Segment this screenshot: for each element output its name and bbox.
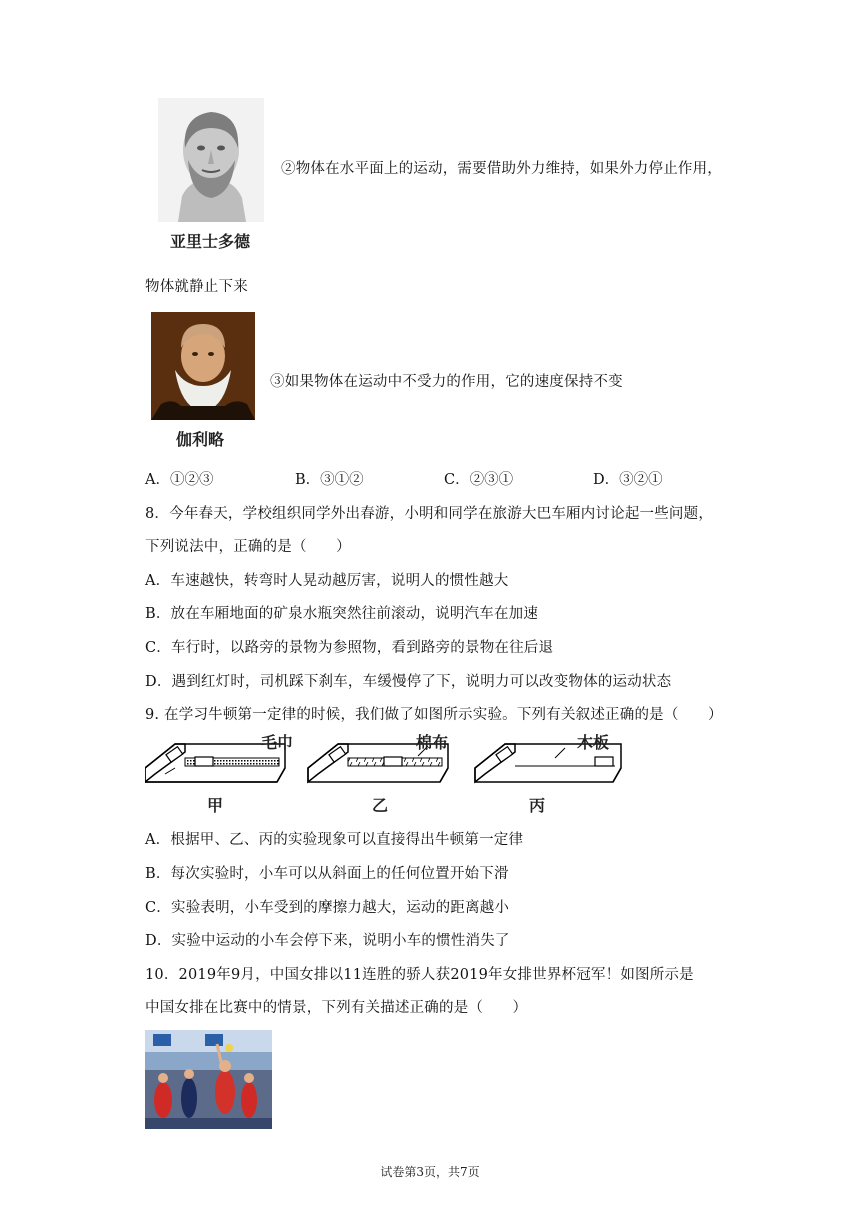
volleyball-photo	[145, 1030, 272, 1129]
q9-option-c[interactable]: C．实验表明，小车受到的摩擦力越大，运动的距离越小	[145, 900, 510, 916]
q7-option-a[interactable]: A．①②③	[145, 472, 214, 488]
q8-stem-line1: 8．今年春天，学校组织同学外出春游，小明和同学在旅游大巴车厢内讨论起一些问题，	[145, 506, 714, 522]
q8-option-b[interactable]: B．放在车厢地面的矿泉水瓶突然往前滚动，说明汽车在加速	[145, 606, 539, 622]
galileo-caption: 伽利略	[176, 430, 225, 449]
galileo-image	[151, 312, 255, 420]
setup-label-yi: 乙	[372, 796, 389, 815]
surface-label-board: 木板	[577, 733, 610, 752]
q10-stem-line1: 10．2019年9月，中国女排以11连胜的骄人获2019年女排世界杯冠军！如图所示是	[145, 967, 694, 983]
q8-option-c[interactable]: C．车行时，以路旁的景物为参照物，看到路旁的景物在往后退	[145, 640, 554, 656]
statement-3: ③如果物体在运动中不受力的作用，它的速度保持不变	[270, 374, 623, 390]
q8-option-a[interactable]: A．车速越快，转弯时人晃动越厉害，说明人的惯性越大	[145, 573, 509, 589]
q9-stem: 9. 在学习牛顿第一定律的时候，我们做了如图所示实验。下列有关叙述正确的是（ ）	[145, 707, 723, 723]
setup-label-bing: 丙	[529, 796, 546, 815]
q10-stem-line2: 中国女排在比赛中的情景，下列有关描述正确的是（ ）	[145, 1000, 528, 1016]
q9-option-b[interactable]: B．每次实验时，小车可以从斜面上的任何位置开始下滑	[145, 866, 509, 882]
aristotle-caption: 亚里士多德	[170, 232, 251, 251]
experiment-figure	[145, 730, 625, 815]
q7-option-b[interactable]: B．③①②	[295, 472, 364, 488]
page-footer: 试卷第3页，共7页	[380, 1165, 480, 1179]
q7-option-d[interactable]: D．③②①	[593, 472, 663, 488]
q9-option-d[interactable]: D．实验中运动的小车会停下来，说明小车的惯性消失了	[145, 933, 510, 949]
q7-option-c[interactable]: C．②③①	[444, 472, 514, 488]
statement-2: ②物体在水平面上的运动，需要借助外力维持，如果外力停止作用，	[281, 161, 722, 177]
aristotle-image	[158, 98, 264, 222]
setup-label-jia: 甲	[207, 796, 224, 815]
q8-option-d[interactable]: D．遇到红灯时，司机踩下刹车，车缓慢停了下，说明力可以改变物体的运动状态	[145, 674, 672, 690]
statement-2-continued: 物体就静止下来	[145, 279, 248, 295]
surface-label-cotton: 棉布	[416, 733, 449, 752]
surface-label-towel: 毛巾	[261, 733, 294, 752]
q8-stem-line2: 下列说法中，正确的是（ ）	[145, 539, 351, 555]
q9-option-a[interactable]: A．根据甲、乙、丙的实验现象可以直接得出牛顿第一定律	[145, 832, 524, 848]
